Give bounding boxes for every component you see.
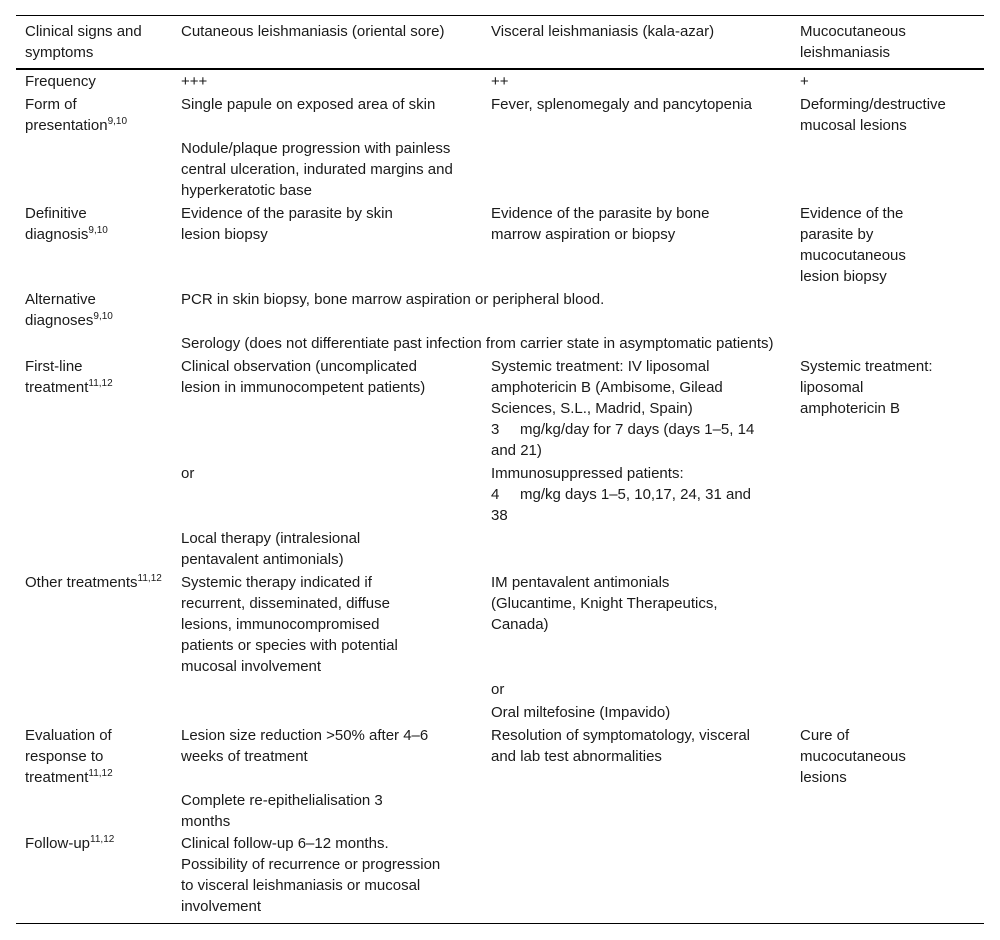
other-visceral-or: or: [491, 681, 505, 698]
top-rule: [16, 15, 984, 16]
dose-text: mg/kg days 1–5, 10,17, 24, 31 and 38: [491, 486, 751, 524]
frequency-visceral: ++: [491, 73, 509, 90]
form-cutaneous-2: Nodule/plaque progression with painless central ulceration, indurated margins and hyperkeratotic base: [181, 140, 453, 199]
evaluation-cutaneous-2: Complete re-epithelialisation 3 months: [181, 792, 383, 830]
form-cutaneous-1: Single papule on exposed area of skin: [181, 96, 436, 113]
dose-number: 4: [491, 486, 500, 503]
alternative-serology: Serology (does not differentiate past infection from carrier state in asymptomatic patients): [181, 335, 774, 352]
label-text: Definitive diagnosis: [25, 205, 89, 243]
reference: 11,12: [90, 834, 115, 845]
row-label-frequency: Frequency: [25, 73, 96, 90]
first-line-cutaneous-1: Clinical observation (uncomplicated lesion in immunocompetent patients): [181, 358, 426, 396]
immunosuppressed-text: Immunosuppressed patients:: [491, 465, 684, 482]
evaluation-visceral: Resolution of symptomatology, visceral and lab test abnormalities: [491, 727, 750, 765]
bottom-rule: [16, 923, 984, 924]
label-text: Other treatments: [25, 574, 138, 591]
followup-cutaneous: Clinical follow-up 6–12 months. Possibility of recurrence or progression to visceral leishmaniasis or mucosal involvement: [181, 835, 441, 915]
label-text: Evaluation of response to treatment: [25, 727, 112, 786]
frequency-mucocutaneous: +: [800, 73, 809, 90]
definitive-mucocutaneous: Evidence of the parasite by mucocutaneous lesion biopsy: [800, 205, 906, 285]
first-line-cutaneous-or: or: [181, 465, 195, 482]
reference: 11,12: [88, 768, 113, 779]
evaluation-cutaneous-1: Lesion size reduction >50% after 4–6 weeks of treatment: [181, 727, 429, 765]
header-cutaneous: Cutaneous leishmaniasis (oriental sore): [181, 23, 445, 40]
reference: 9,10: [93, 311, 113, 322]
header-visceral: Visceral leishmaniasis (kala-azar): [491, 23, 715, 40]
dose-text: mg/kg/day for 7 days (days 1–5, 14 and 21): [491, 421, 755, 459]
row-label-definitive-diagnosis: [25, 203, 170, 245]
label-text: Alternative diagnoses: [25, 291, 96, 329]
other-visceral-1: IM pentavalent antimonials (Glucantime, Knight Therapeutics, Canada): [491, 574, 718, 633]
first-line-cutaneous-2: Local therapy (intralesional pentavalent antimonials): [181, 530, 361, 568]
frequency-cutaneous: +++: [181, 73, 208, 90]
reference: 9,10: [88, 225, 108, 236]
first-line-mucocutaneous: Systemic treatment: liposomal amphotericin B: [800, 358, 933, 417]
dose-number: 3: [491, 421, 500, 438]
label-text: Follow-up: [25, 835, 91, 852]
row-label-form-of-presentation: [25, 94, 170, 136]
first-line-visceral-2: [491, 463, 761, 526]
form-visceral: Fever, splenomegaly and pancytopenia: [491, 96, 753, 113]
other-cutaneous: Systemic therapy indicated if recurrent, disseminated, diffuse lesions, immunocompromised patients or species with potential mucosal involvement: [181, 574, 398, 675]
evaluation-mucocutaneous: Cure of mucocutaneous lesions: [800, 727, 906, 786]
definitive-visceral: Evidence of the parasite by bone marrow aspiration or biopsy: [491, 205, 710, 243]
label-text: Form of presentation: [25, 96, 108, 134]
row-label-follow-up: [25, 833, 170, 854]
reference: 11,12: [137, 573, 162, 584]
header-mucocutaneous: Mucocutaneous leishmaniasis: [800, 23, 906, 61]
row-label-alternative-diagnoses: [25, 289, 170, 331]
header-rule: [16, 68, 984, 70]
other-visceral-2: Oral miltefosine (Impavido): [491, 704, 671, 721]
row-label-evaluation-of-response: [25, 725, 145, 788]
definitive-cutaneous: Evidence of the parasite by skin lesion biopsy: [181, 205, 393, 243]
label-text: First-line treatment: [25, 358, 89, 396]
alternative-pcr: PCR in skin biopsy, bone marrow aspiration or peripheral blood.: [181, 291, 605, 308]
first-line-visceral-1: [491, 356, 761, 461]
header-clinical-signs: Clinical signs and symptoms: [25, 23, 142, 61]
form-mucocutaneous: Deforming/destructive mucosal lesions: [800, 96, 946, 134]
row-label-first-line-treatment: [25, 356, 170, 398]
row-label-other-treatments: [25, 572, 170, 593]
reference: 11,12: [88, 378, 113, 389]
visceral-systemic-text: Systemic treatment: IV liposomal amphotericin B (Ambisome, Gilead Sciences, S.L., Madrid, Spain): [491, 358, 723, 417]
reference: 9,10: [107, 116, 128, 127]
